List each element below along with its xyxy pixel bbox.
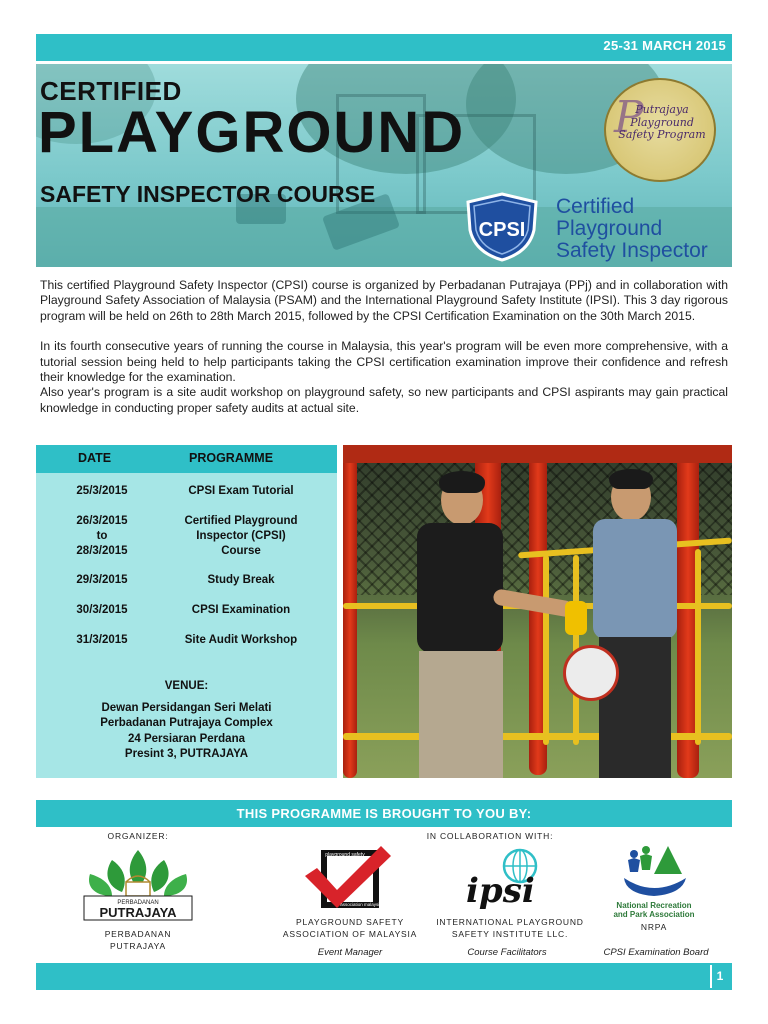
nrpa-name: NRPA [640, 922, 668, 932]
sponsor-bar [36, 800, 732, 827]
programme-date: 30/3/2015 [76, 604, 128, 616]
psam-logo-top-text: playground safety [325, 852, 365, 858]
ppj-name [88, 928, 188, 952]
ppj-name-line-2: PUTRAJAYA [109, 941, 166, 951]
seal-emblem: P [614, 92, 644, 143]
photo-yellow-panel [565, 601, 587, 635]
programme-date: 26/3/2015 to 28/3/2015 [76, 515, 128, 557]
venue-line: Dewan Persidangan Seri Melati [101, 701, 272, 714]
psam-logo [303, 846, 393, 912]
inspectors-photo [343, 445, 732, 778]
footer-bar [36, 963, 732, 990]
cpsi-shield-icon [464, 192, 540, 262]
intro-paragraph-3: Also year's program is a site audit workshop on playground safety, so new participants and CPSI aspirants may gain practical knowledge in conducting proper safety audits at actual site. [40, 385, 728, 415]
nrpa-role: CPSI Examination Board [603, 947, 709, 958]
programme-header-label: PROGRAMME [189, 451, 274, 465]
ppj-name-line-1: PERBADANAN [104, 929, 172, 939]
perbadanan-putrajaya-logo [82, 846, 194, 922]
psam-name-line-2: ASSOCIATION OF MALAYSIA [282, 929, 418, 939]
putrajaya-safety-program-seal [604, 78, 716, 182]
programme-item: Site Audit Workshop [184, 634, 298, 646]
ipsi-logo [460, 846, 544, 910]
page-number: 1 [710, 965, 728, 988]
cpsi-wordmark [556, 196, 708, 262]
nrpa-logo-line-1: National Recreation [616, 901, 692, 910]
ppj-logo-small-text: PERBADANAN [117, 900, 159, 906]
cpsi-badge-text: CPSI [478, 219, 526, 241]
psam-logo-bottom-text: association malaysia [340, 902, 382, 907]
programme-item: CPSI Examination [191, 604, 291, 616]
ipsi-role: Course Facilitators [467, 947, 547, 958]
collaboration-label: IN COLLABORATION WITH: [426, 831, 554, 841]
photo-steering-wheel [563, 645, 619, 701]
cpsi-line-1: Certified [556, 195, 635, 218]
date-range: 25-31 MARCH 2015 [603, 38, 726, 53]
venue-title: VENUE: [164, 680, 209, 692]
ipsi-name-line-1: INTERNATIONAL PLAYGROUND [436, 917, 584, 927]
venue-block [36, 679, 337, 763]
title-playground: PLAYGROUND [38, 100, 466, 165]
organizer-label: ORGANIZER: [107, 831, 169, 841]
intro-paragraph-2: In its fourth consecutive years of running the course in Malaysia, this year's program will be even more comprehensive, with a tutorial session being held to help participants taking the CPSI certification examination improve their confidence and refresh their knowledge for the examination. [40, 339, 728, 385]
venue-line: Presint 3, PUTRAJAYA [124, 748, 249, 760]
psam-role: Event Manager [317, 947, 383, 958]
nrpa-logo-line-2: and Park Association [613, 910, 695, 919]
programme-header [36, 445, 337, 473]
photo-top-beam [343, 445, 732, 463]
photo-person-right [593, 473, 703, 778]
intro-text [40, 278, 728, 416]
hero-banner [36, 64, 732, 267]
photo-red-pole [343, 445, 357, 778]
date-header: DATE [78, 451, 112, 465]
programme-date: 31/3/2015 [76, 634, 128, 646]
title-subtitle: SAFETY INSPECTOR COURSE [40, 181, 376, 207]
programme-date: 29/3/2015 [76, 574, 128, 586]
ipsi-name-line-2: SAFETY INSTITUTE LLC. [451, 929, 569, 939]
photo-yellow-rail [543, 555, 549, 745]
psam-name-line-1: PLAYGROUND SAFETY [296, 917, 404, 927]
seal-text: Putrajaya Playground Safety Program [618, 103, 706, 142]
photo-person-left [403, 475, 523, 778]
date-bar [36, 34, 732, 61]
intro-paragraph-1: This certified Playground Safety Inspector (CPSI) course is organized by Perbadanan Putrajaya (PPj) and in collaboration with Playground Safety Association of Malaysia (PSAM) and the International Playground Safety Institute (IPSI). This 3 day rigorous program will be held on 26th to 28th March 2015, followed by the CPSI Certification Examination on the 30th March 2015. [40, 278, 728, 323]
programme-item: CPSI Exam Tutorial [188, 485, 294, 497]
cpsi-line-2: Playground [556, 217, 663, 240]
programme-panel [36, 445, 337, 778]
venue-line: 24 Persiaran Perdana [128, 732, 245, 745]
programme-item: Certified Playground Inspector (CPSI) Course [184, 515, 298, 557]
cpsi-line-3: Safety Inspector [556, 239, 708, 262]
title-certified: CERTIFIED [40, 76, 182, 106]
programme-item: Study Break [207, 574, 275, 586]
psam-name [270, 916, 430, 940]
ipsi-logo-text: ipsi [466, 871, 535, 910]
sponsor-bar-title: THIS PROGRAMME IS BROUGHT TO YOU BY: [236, 806, 532, 821]
ppj-logo-main-text: PUTRAJAYA [99, 905, 177, 920]
nrpa-logo [606, 842, 702, 920]
venue-line: Perbadanan Putrajaya Complex [100, 717, 273, 729]
ipsi-name [425, 916, 595, 940]
programme-date: 25/3/2015 [76, 485, 128, 497]
